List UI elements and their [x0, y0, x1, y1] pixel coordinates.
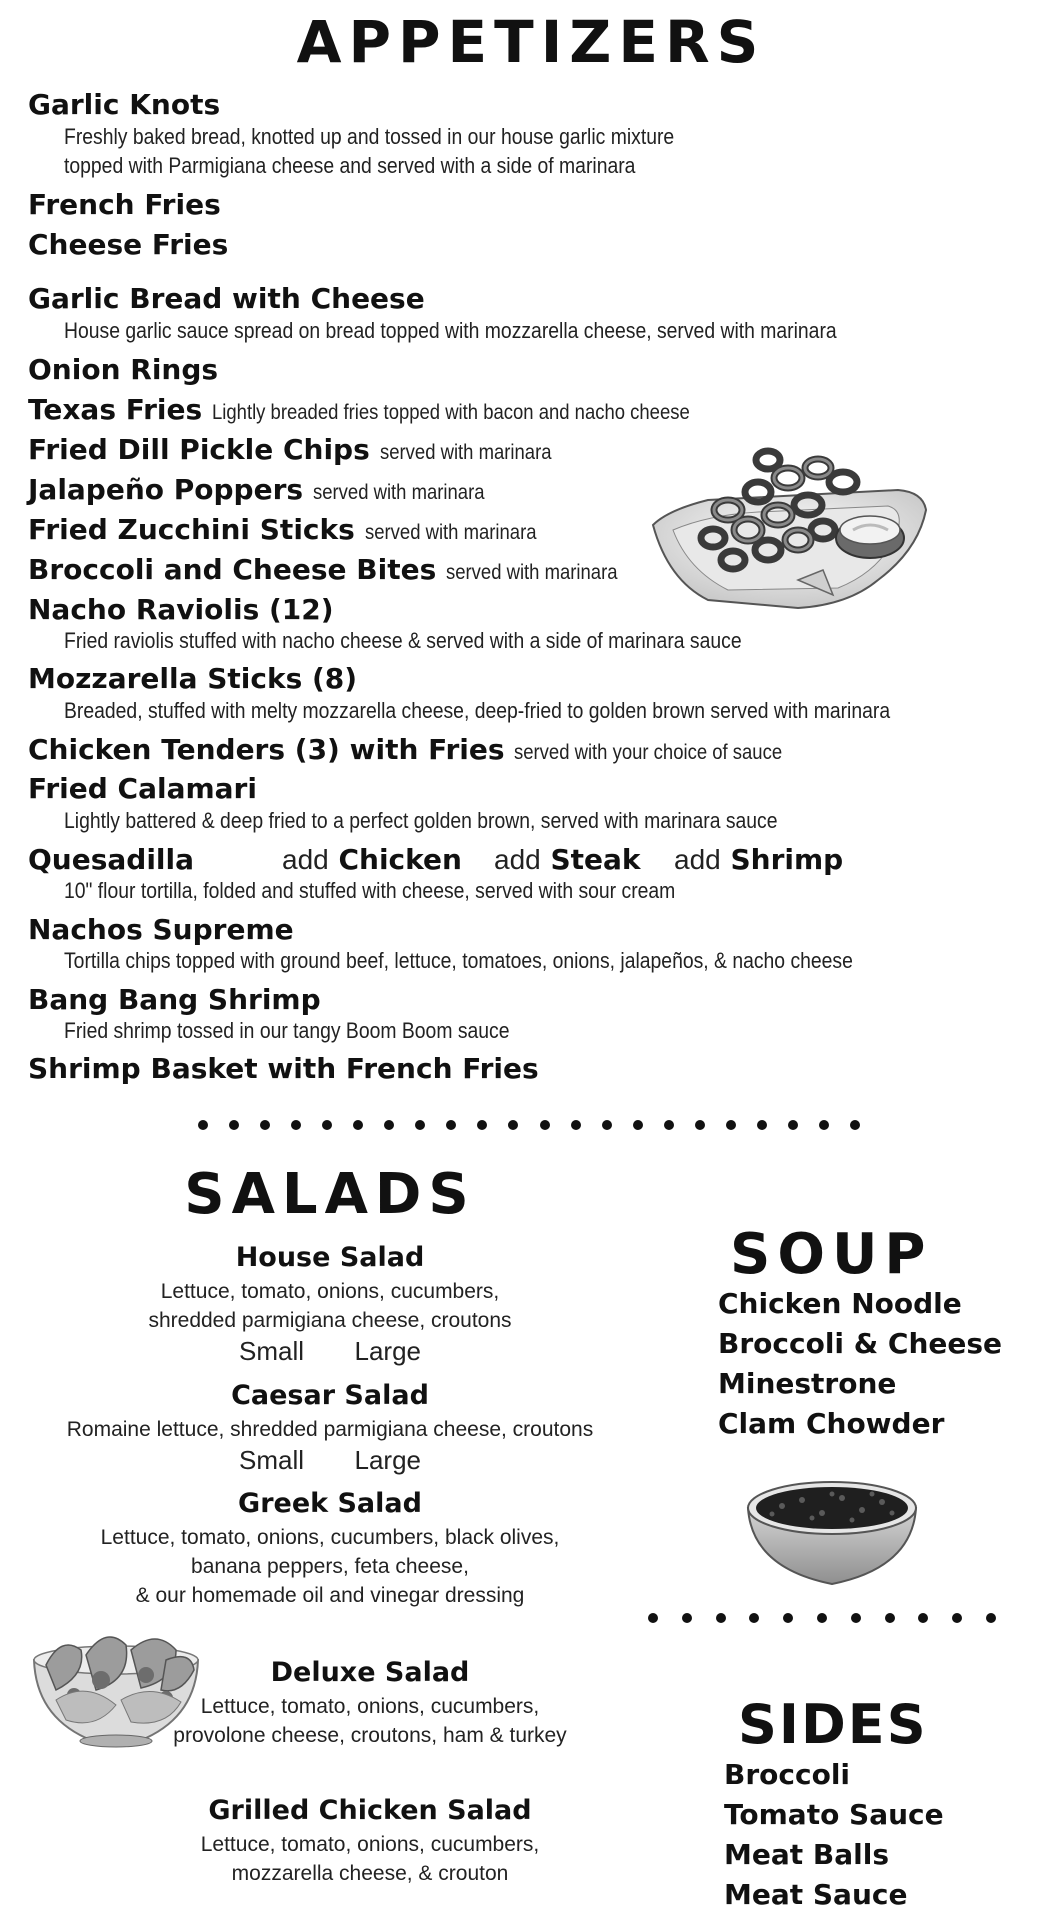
grilled-chicken-salad-name: Grilled Chicken Salad [208, 1795, 532, 1826]
item-onion-rings: Onion Rings [28, 353, 219, 386]
quesadilla-add-chicken [282, 843, 462, 876]
size-large: Large [354, 1445, 421, 1475]
grilled-chicken-salad-desc-1: Lettuce, tomato, onions, cucumbers, [200, 1833, 540, 1856]
zucchini-sticks-name: Fried Zucchini Sticks [28, 513, 355, 546]
item-garlic-bread: Garlic Bread with Cheese [28, 282, 425, 315]
add-label: add [282, 844, 329, 875]
house-salad-sizes [30, 1335, 630, 1367]
soup-item: Broccoli & Cheese [718, 1327, 1003, 1360]
item-garlic-knots: Garlic Knots [28, 88, 221, 121]
soup-list [718, 1284, 1002, 1444]
addon-shrimp: Shrimp [730, 843, 844, 876]
greek-salad-desc-2: banana peppers, feta cheese, [191, 1555, 469, 1578]
soup-title: SOUP [730, 1222, 933, 1287]
item-broccoli-cheese-bites [28, 553, 641, 586]
mozzarella-sticks-desc: Breaded, stuffed with melty mozzarella cheese, deep-fried to golden brown served with marinara [64, 698, 891, 723]
deluxe-salad-desc-1: Lettuce, tomato, onions, cucumbers, [200, 1695, 540, 1718]
item-fried-zucchini-sticks [28, 513, 559, 546]
garlic-knots-desc-2: topped with Parmigiana cheese and served with a side of marinara [64, 153, 636, 178]
quesadilla-desc: 10" flour tortilla, folded and stuffed with cheese, served with sour cream [64, 878, 676, 903]
side-item: Meat Balls [724, 1838, 889, 1871]
size-large: Large [354, 1336, 421, 1366]
chicken-tenders-name: Chicken Tenders (3) with Fries [28, 733, 505, 766]
item-quesadilla: Quesadilla [28, 843, 195, 876]
nachos-supreme-desc: Tortilla chips topped with ground beef, lettuce, tomatoes, onions, jalapeños, & nacho cheese [64, 948, 853, 973]
garlic-knots-desc-1: Freshly baked bread, knotted up and tossed in our house garlic mixture [64, 124, 675, 149]
jalapeno-poppers-name: Jalapeño Poppers [28, 473, 304, 506]
greek-salad-desc-1: Lettuce, tomato, onions, cucumbers, black olives, [100, 1526, 560, 1549]
grilled-chicken-salad-desc-2: mozzarella cheese, & crouton [231, 1862, 509, 1885]
chicken-tenders-desc: served with your choice of sauce [514, 741, 783, 764]
addon-steak: Steak [550, 843, 641, 876]
salad-greek [30, 1488, 630, 1610]
size-small: Small [239, 1445, 305, 1475]
house-salad-name: House Salad [235, 1242, 425, 1273]
soup-item: Chicken Noodle [718, 1287, 962, 1320]
caesar-salad-name: Caesar Salad [231, 1380, 429, 1411]
jalapeno-poppers-desc: served with marinara [312, 481, 485, 504]
item-cheese-fries: Cheese Fries [28, 228, 229, 261]
side-item: Broccoli [724, 1758, 851, 1791]
pickle-chips-desc: served with marinara [379, 441, 552, 464]
caesar-salad-desc: Romaine lettuce, shredded parmigiana cheese, croutons [66, 1418, 594, 1441]
size-small: Small [239, 1336, 305, 1366]
item-nacho-raviolis: Nacho Raviolis (12) [28, 593, 334, 626]
zucchini-sticks-desc: served with marinara [364, 521, 537, 544]
calamari-plate-icon [648, 430, 928, 610]
item-shrimp-basket: Shrimp Basket with French Fries [28, 1052, 539, 1085]
salad-grilled-chicken [160, 1795, 580, 1888]
quesadilla-add-steak [494, 843, 641, 876]
salad-deluxe [160, 1657, 580, 1750]
item-bang-bang-shrimp: Bang Bang Shrimp [28, 983, 321, 1016]
side-item: Meat Sauce [724, 1878, 908, 1911]
house-salad-desc-1: Lettuce, tomato, onions, cucumbers, [160, 1280, 500, 1303]
deluxe-salad-desc-2: provolone cheese, croutons, ham & turkey [173, 1724, 567, 1747]
greek-salad-name: Greek Salad [238, 1488, 422, 1519]
salad-house [30, 1242, 630, 1367]
item-fried-calamari: Fried Calamari [28, 772, 257, 805]
side-item: Tomato Sauce [724, 1798, 944, 1831]
salads-title: SALADS [184, 1162, 476, 1227]
deluxe-salad-name: Deluxe Salad [270, 1657, 470, 1688]
section-divider-dots [648, 1613, 996, 1623]
broccoli-bites-desc: served with marinara [445, 561, 618, 584]
addon-chicken: Chicken [338, 843, 462, 876]
sides-title: SIDES [738, 1693, 928, 1756]
texas-fries-desc: Lightly breaded fries topped with bacon and nacho cheese [211, 401, 690, 424]
pickle-chips-name: Fried Dill Pickle Chips [28, 433, 370, 466]
item-french-fries: French Fries [28, 188, 221, 221]
item-chicken-tenders [28, 733, 819, 766]
item-jalapeno-poppers [28, 473, 508, 506]
soup-bowl-icon [742, 1468, 922, 1588]
soup-item: Minestrone [718, 1367, 897, 1400]
item-nachos-supreme: Nachos Supreme [28, 913, 294, 946]
item-fried-dill-pickle-chips [28, 433, 574, 466]
sides-list [724, 1755, 944, 1915]
section-divider-dots [198, 1120, 860, 1130]
item-mozzarella-sticks: Mozzarella Sticks (8) [28, 662, 358, 695]
house-salad-desc-2: shredded parmigiana cheese, croutons [148, 1309, 512, 1332]
fried-calamari-desc: Lightly battered & deep fried to a perfect golden brown, served with marinara sauce [64, 808, 778, 833]
texas-fries-name: Texas Fries [28, 393, 203, 426]
quesadilla-add-shrimp [674, 843, 843, 876]
broccoli-bites-name: Broccoli and Cheese Bites [28, 553, 437, 586]
add-label: add [674, 844, 721, 875]
add-label: add [494, 844, 541, 875]
salad-caesar [30, 1380, 630, 1476]
greek-salad-desc-3: & our homemade oil and vinegar dressing [135, 1584, 525, 1607]
item-texas-fries [28, 393, 755, 426]
caesar-salad-sizes [30, 1444, 630, 1476]
bang-bang-shrimp-desc: Fried shrimp tossed in our tangy Boom Boom sauce [64, 1018, 510, 1043]
soup-item: Clam Chowder [718, 1407, 945, 1440]
nacho-raviolis-desc: Fried raviolis stuffed with nacho cheese & served with a side of marinara sauce [64, 628, 742, 653]
appetizers-title: APPETIZERS [296, 8, 766, 76]
garlic-bread-desc: House garlic sauce spread on bread topped with mozzarella cheese, served with marinara [64, 318, 837, 343]
